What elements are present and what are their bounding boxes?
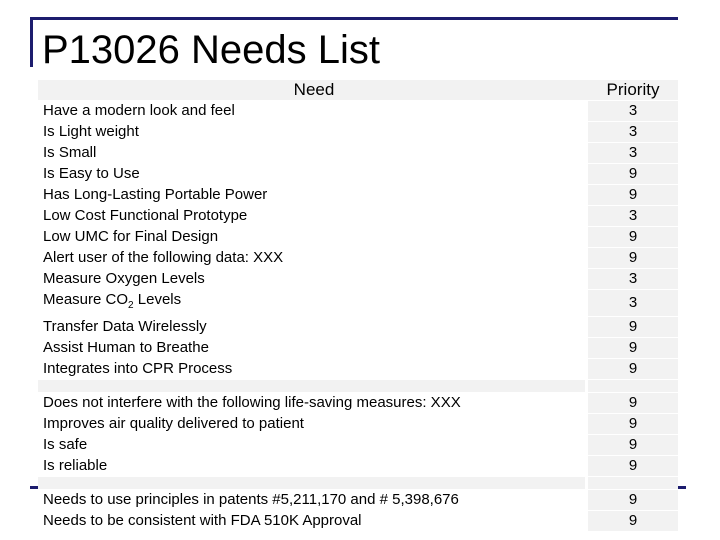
table-row [38, 338, 678, 359]
table-row [38, 490, 678, 511]
priority-cell: 9 [588, 359, 678, 380]
priority-cell: 9 [588, 393, 678, 414]
group-spacer [38, 477, 678, 490]
left-dash [30, 486, 38, 489]
title-bar-line [30, 17, 678, 20]
need-cell: Transfer Data Wirelessly [38, 317, 585, 338]
need-text-post: Levels [133, 291, 182, 308]
priority-cell: 9 [588, 248, 678, 269]
need-cell: Is reliable [38, 456, 585, 477]
need-header: Need [38, 80, 585, 101]
need-cell: Assist Human to Breathe [38, 338, 585, 359]
page-title: P13026 Needs List [42, 28, 381, 72]
priority-cell: 9 [588, 317, 678, 338]
priority-cell: 9 [588, 185, 678, 206]
need-text-pre: Measure CO [43, 291, 129, 308]
need-cell: Is safe [38, 435, 585, 456]
table-row [38, 248, 678, 269]
priority-cell: 3 [588, 290, 678, 317]
spacer-cell [588, 380, 678, 393]
table-row [38, 143, 678, 164]
need-cell: Improves air quality delivered to patient [38, 414, 585, 435]
table-row [38, 414, 678, 435]
need-cell: Needs to be consistent with FDA 510K Approval [38, 511, 585, 532]
priority-cell: 9 [588, 414, 678, 435]
table-row [38, 317, 678, 338]
table-row [38, 101, 678, 122]
priority-cell: 3 [588, 101, 678, 122]
priority-cell: 9 [588, 511, 678, 532]
spacer-cell [588, 477, 678, 490]
need-cell: Measure Oxygen Levels [38, 269, 585, 290]
right-dash [678, 486, 686, 489]
spacer-cell [38, 477, 585, 490]
priority-cell: 9 [588, 490, 678, 511]
need-cell: Is Small [38, 143, 585, 164]
table-row [38, 359, 678, 380]
title-bar-edge [30, 17, 33, 67]
priority-cell: 3 [588, 122, 678, 143]
priority-cell: 9 [588, 456, 678, 477]
need-cell: Low Cost Functional Prototype [38, 206, 585, 227]
need-cell: Have a modern look and feel [38, 101, 585, 122]
need-subscript: 2 [128, 300, 134, 311]
need-cell: Low UMC for Final Design [38, 227, 585, 248]
priority-cell: 9 [588, 164, 678, 185]
priority-cell: 9 [588, 338, 678, 359]
need-cell: Needs to use principles in patents #5,211,170 and # 5,398,676 [38, 490, 585, 511]
need-cell: Is Easy to Use [38, 164, 585, 185]
priority-cell: 3 [588, 206, 678, 227]
priority-cell: 3 [588, 269, 678, 290]
need-cell [38, 290, 585, 317]
table-row [38, 185, 678, 206]
spacer-cell [38, 380, 585, 393]
priority-cell: 9 [588, 227, 678, 248]
table-row [38, 206, 678, 227]
table-row [38, 164, 678, 185]
need-cell: Does not interfere with the following life-saving measures: XXX [38, 393, 585, 414]
table-row [38, 269, 678, 290]
need-cell: Has Long-Lasting Portable Power [38, 185, 585, 206]
need-cell: Integrates into CPR Process [38, 359, 585, 380]
table-row [38, 122, 678, 143]
table-row [38, 290, 678, 317]
priority-cell: 9 [588, 435, 678, 456]
table-row [38, 393, 678, 414]
need-cell: Alert user of the following data: XXX [38, 248, 585, 269]
group-spacer [38, 380, 678, 393]
priority-header: Priority [588, 80, 678, 101]
table-row [38, 511, 678, 532]
need-cell: Is Light weight [38, 122, 585, 143]
table-row [38, 435, 678, 456]
priority-cell: 3 [588, 143, 678, 164]
needs-table [38, 80, 678, 532]
table-row [38, 227, 678, 248]
table-row [38, 456, 678, 477]
header-row [38, 80, 678, 101]
